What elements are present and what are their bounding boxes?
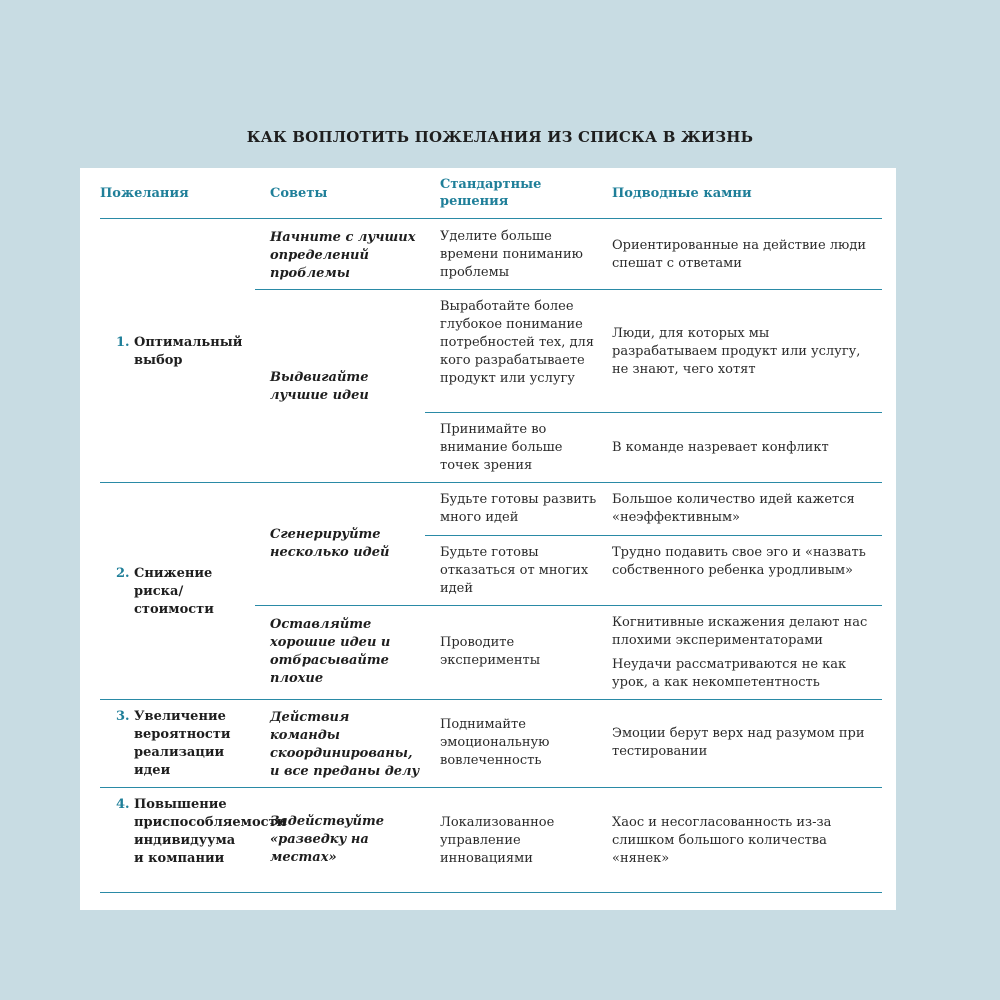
solution-2: Выработайте более глубокое понимание потребностей тех, для кого разрабатываете продукт или услугу — [440, 299, 594, 386]
row-divider — [425, 412, 882, 413]
pitfall-2: Люди, для которых мы разрабатываем продукт или услугу, не знают, чего хотят — [612, 326, 861, 377]
solution-4: Будьте готовы развить много идей — [440, 492, 597, 525]
page-title: КАК ВОПЛОТИТЬ ПОЖЕЛАНИЯ ИЗ СПИСКА В ЖИЗНЬ — [246, 128, 754, 146]
goal-text: Оптимальный выбор — [134, 335, 243, 368]
header-pitfalls: Подводные камни — [612, 186, 752, 201]
table-bottom-rule — [100, 892, 882, 893]
group-divider — [100, 787, 882, 788]
pitfall-5: Трудно подавить свое эго и «назвать собственного ребенка уродливым» — [612, 545, 866, 578]
pitfall-7: Неудачи рассматриваются не как урок, а как некомпетентность — [612, 657, 847, 690]
header-wishes: Пожелания — [100, 186, 189, 201]
goal-text: Увеличение вероятности реализации идеи — [134, 709, 231, 778]
header-divider — [100, 218, 882, 219]
goal-1 — [116, 334, 246, 370]
group-divider — [100, 699, 882, 700]
goal-2 — [116, 565, 246, 619]
pitfall-3: В команде назревает конфликт — [612, 440, 829, 455]
tip-6: Задействуйте «разведку на местах» — [270, 814, 385, 865]
pitfall-4: Большое количество идей кажется «неэффективным» — [612, 492, 855, 525]
pitfall-6: Когнитивные искажения делают нас плохими экспериментаторами — [612, 615, 868, 648]
table-card — [80, 168, 896, 910]
goal-4 — [116, 796, 287, 868]
goal-number: 4. — [116, 797, 130, 812]
header-solutions: Стандартные решения — [440, 177, 542, 209]
solution-7: Поднимайте эмоциональную вовлеченность — [440, 717, 550, 768]
pitfall-9: Хаос и несогласованность из-за слишком большого количества «нянек» — [612, 815, 832, 866]
solution-8: Локализованное управление инновациями — [440, 815, 555, 866]
pitfall-8: Эмоции берут верх над разумом при тестировании — [612, 726, 865, 759]
tip-5: Действия команды скоординированы, и все преданы делу — [270, 710, 420, 779]
row-divider — [425, 535, 882, 536]
solution-1: Уделите больше времени пониманию проблемы — [440, 229, 583, 280]
solution-3: Принимайте во внимание больше точек зрения — [440, 422, 563, 473]
row-divider — [255, 289, 882, 290]
goal-text: Снижение риска/ стоимости — [134, 566, 214, 617]
pitfall-1: Ориентированные на действие люди спешат с ответами — [612, 238, 867, 271]
goal-text: Повышение приспособляемости индивидуума и компании — [134, 797, 287, 866]
solution-5: Будьте готовы отказаться от многих идей — [440, 545, 589, 596]
tip-3: Сгенерируйте несколько идей — [270, 527, 390, 560]
goal-number: 3. — [116, 709, 130, 724]
group-divider — [100, 482, 882, 483]
goal-number: 1. — [116, 335, 130, 350]
goal-number: 2. — [116, 566, 130, 581]
goal-3 — [116, 708, 246, 780]
tip-4: Оставляйте хорошие идеи и отбрасывайте плохие — [270, 617, 391, 686]
row-divider — [255, 605, 882, 606]
tip-1: Начните с лучших определений проблемы — [270, 230, 416, 281]
solution-6: Проводите эксперименты — [440, 635, 541, 668]
header-tips: Советы — [270, 186, 328, 201]
tip-2: Выдвигайте лучшие идеи — [270, 370, 369, 403]
